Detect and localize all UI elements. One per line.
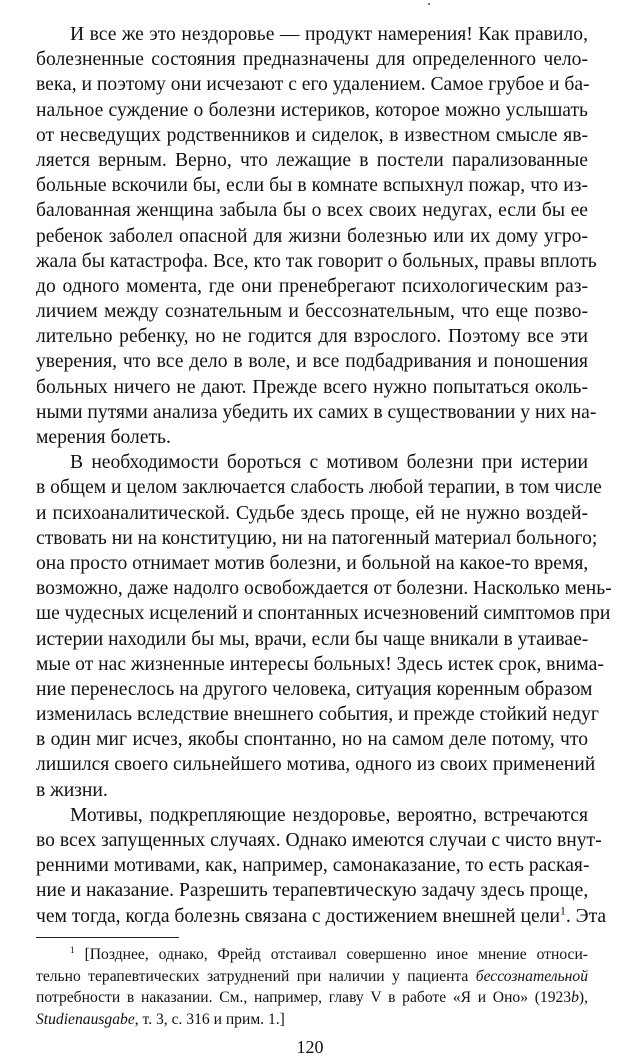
footnote [36,944,588,1030]
text-line: в жизни. [36,779,108,801]
text-line: балованная женщина забыла бы о всех своих недугах, если бы ее [36,200,588,222]
text-line: ше чудесных исцелений и спонтанных исчезновений симптомов при [36,603,611,625]
scan-speck [428,3,430,5]
footnote-line [36,1009,588,1031]
italic-segment: b [571,989,579,1006]
text-line: ребенок заболел опасной для жизни болезнью или их дому угро- [36,225,588,247]
text-segment: [Позднее, однако, Фрейд отстаивал совершенно иное мнение относи- [74,946,588,963]
text-segment: чем тогда, когда болезнь связана с достижением внешней цели [36,905,560,927]
text-line: ными путями анализа убедить их самих в существовании у них на- [36,401,597,423]
text-line: мые от нас жизненные интересы больных! Здесь истек срок, внима- [36,653,604,675]
text-line: болезненные состояния предназначены для определенного чело- [36,49,588,71]
text-line: жала бы катастрофа. Все, кто так говорит о больных, правы вплоть [36,250,597,272]
text-line: уверения, что все дело в воле, и все подбадривания и поношения [36,351,588,373]
text-line: в общем и целом заключается слабость любой терапии, в том числе [36,477,602,499]
text-line: возможно, даже надолго освобождается от болезни. Насколько мень- [36,578,612,600]
text-line: во всех запущенных случаях. Однако имеются случаи с чисто внут- [36,830,602,851]
text-line: Мотивы, подкрепляющие нездоровье, вероятно, встречаются [70,804,588,826]
text-line: в один миг исчез, якобы спонтанно, но на самом деле потому, что [36,729,588,751]
text-line: от несведущих родственников и сиделок, в известном смысле яв- [36,124,588,146]
text-line: мерения болеть. [36,427,171,448]
text-line: ние и наказание. Разрешить терапевтическую задачу здесь проще, [36,880,589,902]
text-line: нальное суждение о болезни истериков, которое можно услышать [36,99,588,121]
text-segment: ), [578,989,588,1006]
text-line: личием между сознательным и бессознательным, что еще позво- [36,301,588,323]
text-line: она просто отнимает мотив болезни, и больной на какое-то время, [36,552,589,574]
page-number: 120 [296,1037,324,1057]
text-line: ствовать ни на конституцию, ни на патогенный материал больного; [36,527,598,549]
text-line: и психоаналитической. Судьбе здесь проще, ей не нужно воздей- [36,502,588,524]
text-line: ние перенеслось на другого человека, ситуация коренным образом [36,678,593,700]
text-line: ренними мотивами, как, например, самонаказание, то есть раская- [36,855,590,877]
text-line: до одного момента, где они пренебрегают психологическим раз- [36,275,588,297]
text-line: больных ничего не дают. Прежде всего нужно попытаться околь- [36,376,588,398]
text-line: лишился своего сильнейшего мотива, одного из своих применений [36,754,596,776]
text-segment: . Эта [565,905,607,927]
footnote-line [36,987,588,1009]
text-line: века, и поэтому они исчезают с его удалением. Самое грубое и ба- [36,74,590,96]
text-line: лительно ребенку, но не годится для взрослого. Поэтому все эти [36,326,588,348]
text-segment: , т. 3, с. 316 и прим. 1.] [134,1010,285,1028]
text-line: изменилась вследствие внешнего события, и прежде стойкий недуг [36,704,599,726]
text-line-with-footnote-ref [36,904,607,929]
text-line: больные вскочили бы, если бы в комнате вспыхнул пожар, что из- [36,175,588,197]
footnote-marker: 1 [70,945,75,956]
footnote-ref-marker[interactable]: 1 [560,904,566,918]
text-segment: тельно терапевтических затруднений при наличии у пациента [36,967,476,985]
footnote-line [36,966,588,988]
text-line: ляется верным. Верно, что лежащие в постели парализованные [36,149,588,171]
text-line: И все же это нездоровье — продукт намерения! Как правило, [70,24,588,45]
text-line: В необходимости бороться с мотивом болезни при истерии [70,452,588,474]
text-line: истерии находили бы мы, врачи, если бы чаще вникали в утаивае- [36,628,589,650]
text-segment: потребности в наказании. См., например, главу V в работе «Я и Оно» (1923 [36,989,572,1006]
footnote-divider [36,937,179,938]
body-text [36,22,612,929]
italic-segment: Studienausgabe [36,1010,135,1028]
italic-segment: бессознательной [475,967,588,985]
footnote-line [36,944,588,966]
